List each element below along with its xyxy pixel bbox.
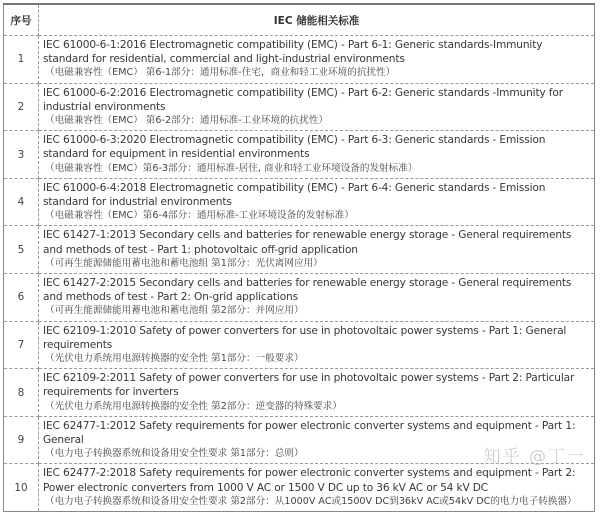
row-number: 8 bbox=[4, 369, 39, 417]
table-row bbox=[4, 83, 595, 131]
standard-cell bbox=[39, 369, 595, 417]
row-number: 10 bbox=[4, 464, 39, 512]
table-row bbox=[4, 36, 595, 84]
iec-standards-table bbox=[3, 3, 595, 512]
table-header-row bbox=[4, 4, 595, 36]
row-number: 7 bbox=[4, 321, 39, 369]
standard-cell bbox=[39, 321, 595, 369]
standard-title-en: IEC 61000-6-3:2020 Electromagnetic compatibility (EMC) - Part 6-3: Generic standards - Emission standard for equipment in residential environments bbox=[43, 134, 546, 161]
standard-title-cn: （光伏电力系统用电源转换器的安全性 第1部分：一般要求） bbox=[45, 353, 304, 365]
standard-title-en: IEC 62109-1:2010 Safety of power converters for use in photovoltaic power systems - Part 1: General requirements bbox=[43, 324, 567, 351]
standard-title-cn: （电力电子转换器系统和设备用安全性要求 第2部分：从1000V AC或1500V DC到36kV AC或54kV DC的电力电子转换器） bbox=[45, 495, 577, 507]
standard-cell bbox=[39, 131, 595, 179]
standard-title-cn: （电磁兼容性（EMC）第6-3部分：通用标准-居住, 商业和轻工业环境设备的发射标准） bbox=[45, 162, 418, 174]
table-row bbox=[4, 369, 595, 417]
standard-title-en: IEC 61427-2:2015 Secondary cells and batteries for renewable energy storage - General requirements and methods of test - Part 2: On-grid applications bbox=[43, 277, 572, 304]
standard-title-cn: （电磁兼容性（EMC） 第6-1部分：通用标准-住宅，商业和轻工业环境的抗扰性） bbox=[45, 67, 396, 79]
row-number: 6 bbox=[4, 274, 39, 322]
table-row bbox=[4, 321, 595, 369]
table-row bbox=[4, 178, 595, 226]
standard-title-cn: （电力电子转换器系统和设备用安全性要求 第1部分：总则） bbox=[45, 448, 304, 460]
standard-cell bbox=[39, 178, 595, 226]
standard-cell bbox=[39, 464, 595, 512]
standard-title-cn: （可再生能源储能用蓄电池和蓄电池组 第1部分：光伏离网应用） bbox=[45, 257, 323, 269]
standard-title-en: IEC 61000-6-1:2016 Electromagnetic compatibility (EMC) - Part 6-1: Generic standards-Immunity standard for residential, commercial and light-industrial environments bbox=[43, 39, 543, 66]
standard-title-en: IEC 61000-6-4:2018 Electromagnetic compatibility (EMC) - Part 6-4: Generic standards - Emission standard for industrial environments bbox=[43, 181, 546, 209]
standard-cell bbox=[39, 226, 595, 274]
row-number: 1 bbox=[4, 36, 39, 84]
header-standard: IEC 储能相关标准 bbox=[39, 4, 595, 36]
standard-title-en: IEC 61000-6-2:2016 Electromagnetic compatibility (EMC) - Part 6-2: Generic standards -Immunity for industrial environments bbox=[43, 86, 563, 113]
table-row bbox=[4, 131, 595, 179]
row-number: 9 bbox=[4, 416, 39, 464]
standard-cell bbox=[39, 416, 595, 464]
standard-title-en: IEC 61427-1:2013 Secondary cells and batteries for renewable energy storage - General requirements and methods of test - Part 1: photovoltaic off-grid application bbox=[43, 229, 572, 256]
zhihu-watermark: 知乎 @丁一 bbox=[483, 447, 586, 467]
table-row bbox=[4, 274, 595, 322]
standard-title-cn: （电磁兼容性（EMC）第6-4部分：通用标准-工业环境设备的发射标准） bbox=[45, 210, 354, 222]
standard-title-cn: （可再生能源储能用蓄电池和蓄电池组 第2部分：并网应用） bbox=[45, 305, 304, 317]
standard-cell bbox=[39, 36, 595, 84]
table-row bbox=[4, 226, 595, 274]
table-row bbox=[4, 464, 595, 512]
row-number: 2 bbox=[4, 83, 39, 131]
standard-title-cn: （电磁兼容性（EMC） 第6-2部分：通用标准-工业环境的抗扰性） bbox=[45, 115, 329, 127]
standard-title-en: IEC 62477-2:2018 Safety requirements for power electronic converter systems and equipment - Part 2: Power electronic converters from 1000 V AC or 1500 V DC up to 36 kV AC or 54 kV DC bbox=[43, 467, 576, 494]
standard-cell bbox=[39, 274, 595, 322]
standard-title-cn: （光伏电力系统用电源转换器的安全性 第2部分：逆变器的特殊要求） bbox=[45, 400, 342, 412]
row-number: 5 bbox=[4, 226, 39, 274]
standard-cell bbox=[39, 83, 595, 131]
row-number: 3 bbox=[4, 131, 39, 179]
standard-title-en: IEC 62477-1:2012 Safety requirements for power electronic converter systems and equipment - Part 1: General bbox=[43, 419, 576, 447]
row-number: 4 bbox=[4, 178, 39, 226]
header-serial-number: 序号 bbox=[4, 4, 39, 36]
standard-title-en: IEC 62109-2:2011 Safety of power converters for use in photovoltaic power systems - Part 2: Particular requirements for inverters bbox=[43, 372, 575, 399]
table-row bbox=[4, 416, 595, 464]
